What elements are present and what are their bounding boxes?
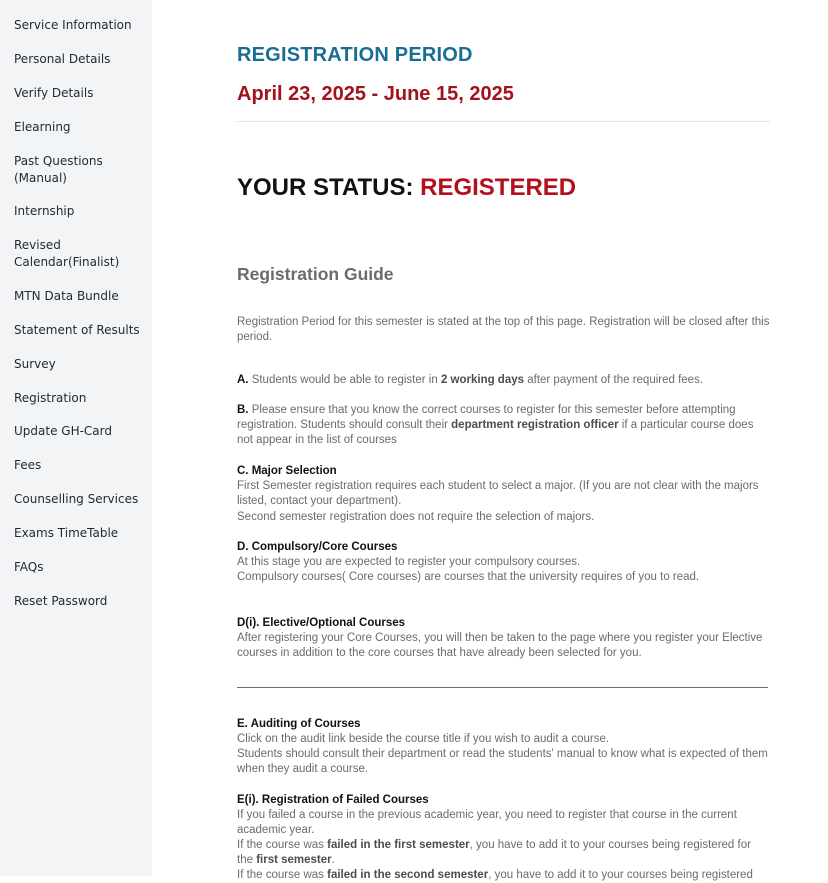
item-b-emphasis: department registration officer (451, 419, 619, 432)
guide-item-b (237, 403, 770, 449)
sidebar-item-exams-timetable[interactable]: Exams TimeTable (14, 526, 119, 540)
failed-first-emphasis: failed in the first semester (327, 839, 470, 851)
auditing-text-2: Students should consult their department or read the students' manual to know what is expected of them when they audit a course. (237, 748, 768, 776)
failed-courses-text-2 (237, 838, 770, 868)
major-selection-heading: C. Major Selection (237, 465, 337, 477)
sidebar-item-service-information[interactable]: Service Information (14, 18, 132, 32)
failed-second-text-end: , you have to add it to your courses being registered (488, 869, 753, 881)
sidebar-item-counselling-services[interactable]: Counselling Services (14, 492, 139, 506)
guide-intro: Registration Period for this semester is stated at the top of this page. Registration will be closed after this period. (237, 316, 770, 344)
item-a-text-end: after payment of the required fees. (524, 374, 704, 386)
divider (237, 121, 770, 122)
core-courses-text-2: Compulsory courses( Core courses) are courses that the university requires of you to read. (237, 571, 700, 583)
sidebar-item-verify-details[interactable]: Verify Details (14, 86, 94, 100)
failed-first-text-mid: , you have to add it to your courses being registered for the (237, 839, 751, 867)
failed-courses-heading: E(i). Registration of Failed Courses (237, 794, 429, 806)
failed-courses-text-1: If you failed a course in the previous academic year, you need to register that course in the current academic year. (237, 809, 737, 837)
major-selection-text-1: First Semester registration requires each student to select a major. (If you are not clear with the majors listed, contact your department). (237, 480, 759, 508)
item-a-emphasis: 2 working days (440, 374, 525, 386)
sidebar-item-reset-password[interactable]: Reset Password (14, 594, 108, 608)
item-a-text: Students would be able to register in (248, 374, 441, 386)
major-selection-text-2: Second semester registration does not require the selection of majors. (237, 511, 595, 523)
status-heading (237, 174, 770, 202)
elective-courses-heading: D(i). Elective/Optional Courses (237, 617, 406, 629)
core-courses-heading: D. Compulsory/Core Courses (237, 541, 398, 553)
item-b-text-end: if a particular course does not appear in the list of courses (237, 419, 754, 447)
sidebar (0, 0, 152, 876)
elective-courses-text: After registering your Core Courses, you will then be taken to the page where you register your Elective courses in addition to the core courses that have already been selected for you. (237, 632, 763, 660)
item-b-marker: B. (237, 404, 249, 416)
registration-period-dates: April 23, 2025 - June 15, 2025 (237, 83, 514, 105)
registration-period-title: REGISTRATION PERIOD (237, 44, 473, 66)
section-divider (237, 687, 768, 688)
sidebar-item-registration[interactable]: Registration (14, 391, 87, 405)
status-label: YOUR STATUS: (237, 174, 421, 201)
item-a-marker: A. (237, 374, 249, 386)
sidebar-item-mtn-data-bundle[interactable]: MTN Data Bundle (14, 289, 119, 303)
failed-second-emphasis: failed in the second semester (327, 869, 489, 881)
sidebar-item-personal-details[interactable]: Personal Details (14, 52, 111, 66)
guide-item-a (237, 373, 770, 388)
sidebar-item-elearning[interactable]: Elearning (14, 120, 71, 134)
sidebar-item-fees[interactable]: Fees (14, 458, 42, 472)
failed-first-text: If the course was (237, 839, 328, 851)
sidebar-item-faqs[interactable]: FAQs (14, 560, 44, 574)
sidebar-item-update-gh-card[interactable]: Update GH-Card (14, 424, 112, 438)
sidebar-item-revised-calendar[interactable]: Revised Calendar(Finalist) (14, 238, 120, 269)
sidebar-item-past-questions[interactable]: Past Questions (Manual) (14, 154, 103, 185)
sidebar-item-statement-of-results[interactable]: Statement of Results (14, 323, 140, 337)
failed-first-end: . (331, 854, 335, 867)
sidebar-item-survey[interactable]: Survey (14, 357, 56, 371)
failed-second-text: If the course was (237, 869, 328, 881)
failed-first-semester: first semester (256, 854, 332, 867)
sidebar-item-internship[interactable]: Internship (14, 204, 75, 218)
auditing-heading: E. Auditing of Courses (237, 718, 361, 730)
core-courses-text-1: At this stage you are expected to register your compulsory courses. (237, 556, 581, 568)
status-value: REGISTERED (420, 174, 577, 201)
auditing-text-1: Click on the audit link beside the course title if you wish to audit a course. (237, 733, 610, 745)
guide-title: Registration Guide (237, 264, 394, 284)
item-b-text: Please ensure that you know the correct courses to register for this semester before attempting registration. Students should consult their (237, 404, 736, 432)
